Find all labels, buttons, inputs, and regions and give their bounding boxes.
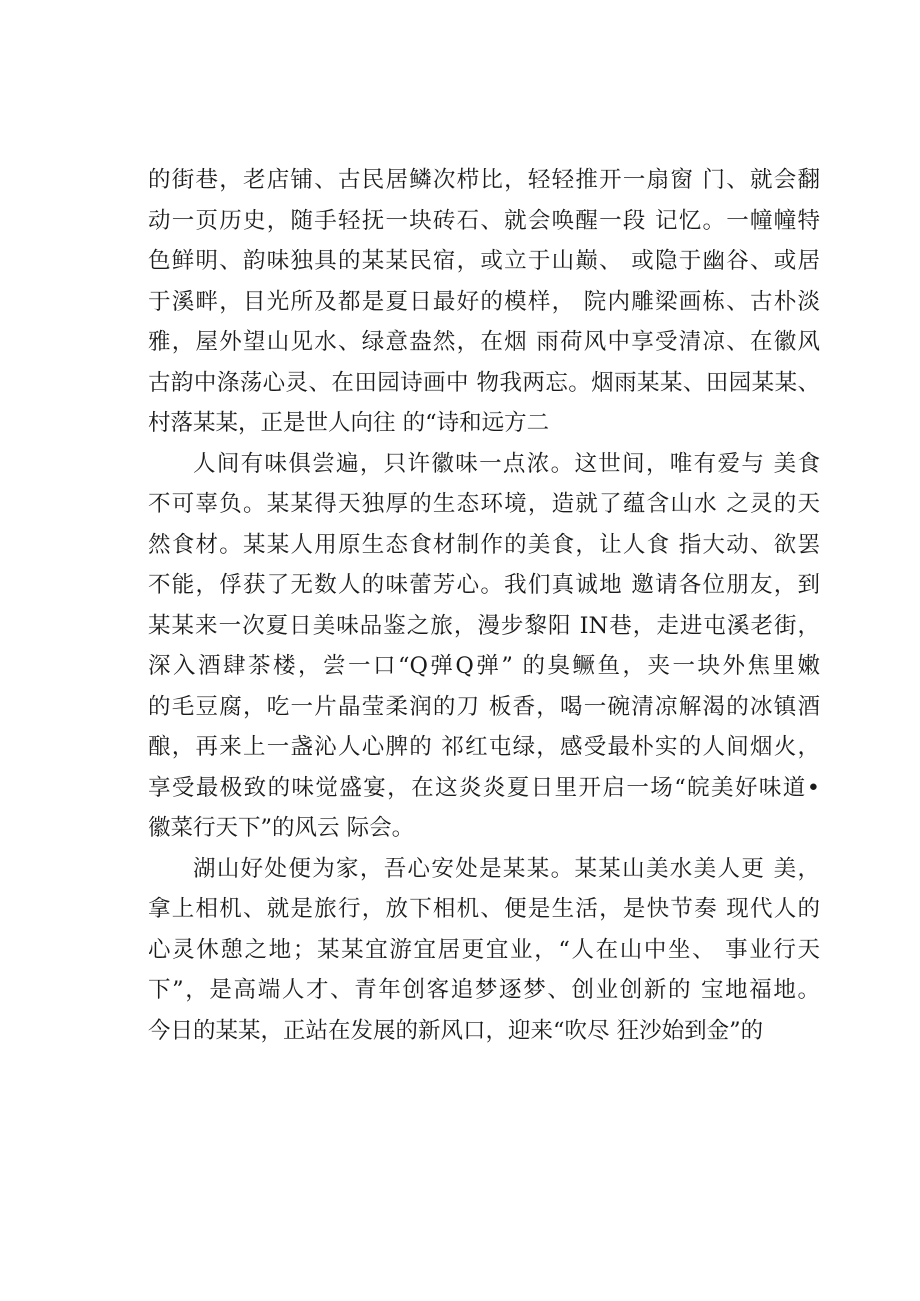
paragraph-line: 雅，屋外望山见水、绿意盎然，在烟 雨荷风中享受清凉、在徽风 xyxy=(148,329,820,355)
paragraph-line: 人间有味俱尝遍，只许徽味一点浓。这世间，唯有爱与 美食 xyxy=(193,450,820,477)
paragraph-line: 不可辜负。某某得天独厚的生态环境，造就了蕴含山水 之灵的天 xyxy=(148,491,820,517)
paragraph xyxy=(148,849,820,1052)
paragraph-line: 下”，是高端人才、青年创客追梦逐梦、创业创新的 宝地福地。 xyxy=(148,977,820,1003)
paragraph-line: 今日的某某，正站在发展的新风口，迎来“吹尽 狂沙始到金”的 xyxy=(148,1017,764,1044)
paragraph-line: 色鲜明、韵味独具的某某民宿，或立于山巅、 或隐于幽谷、或居 xyxy=(148,248,820,274)
paragraph-line: 的毛豆腐，吃一片晶莹柔润的刀 板香，喝一碗清凉解渴的冰镇酒 xyxy=(148,693,820,720)
paragraph-line: 徽菜行天下”的风云 际会。 xyxy=(148,815,415,841)
paragraph-line: 深入酒肆茶楼，尝一口“Q弹Q弹” 的臭鳜鱼，夹一块外焦里嫩 xyxy=(148,653,820,679)
paragraph xyxy=(148,444,820,849)
paragraph-line: 湖山好处便为家，吾心安处是某某。某某山美水美人更 美， xyxy=(193,855,820,882)
paragraph xyxy=(148,160,820,444)
paragraph-line: 然食材。某某人用原生态食材制作的美食，让人食 指大动、欲罢 xyxy=(148,531,820,558)
body-text xyxy=(148,160,820,1051)
paragraph-line: 于溪畔，目光所及都是夏日最好的模样， 院内雕梁画栋、古朴淡 xyxy=(148,288,820,315)
paragraph-line: 的街巷，老店铺、古民居鳞次栉比，轻轻推开一扇窗 门、就会翻 xyxy=(148,167,820,193)
paragraph-line: 酿，再来上一盏沁人心脾的 祁红屯绿，感受最朴实的人间烟火， xyxy=(148,734,820,760)
paragraph-line: 心灵休憩之地；某某宜游宜居更宜业，“人在山中坐、 事业行天 xyxy=(148,936,820,963)
paragraph-line: 动一页历史，随手轻抚一块砖石、就会唤醒一段 记忆。一幢幢特 xyxy=(148,207,820,234)
paragraph-line: 不能，俘获了无数人的味蕾芳心。我们真诚地 邀请各位朋友，到 xyxy=(148,572,820,598)
paragraph-line: 拿上相机、就是旅行，放下相机、便是生活，是快节奏 现代人的 xyxy=(148,896,820,922)
paragraph-line: 某某来一次夏日美味品鉴之旅，漫步黎阳 IN巷，走进屯溪老街， xyxy=(148,612,820,639)
paragraph-line: 村落某某，正是世人向往 的“诗和远方二 xyxy=(148,410,550,436)
paragraph-line: 古韵中涤荡心灵、在田园诗画中 物我两忘。烟雨某某、田园某某、 xyxy=(148,369,820,396)
paragraph-line: 享受最极致的味觉盛宴，在这炎炎夏日里开启一场“皖美好味道• xyxy=(148,774,820,801)
